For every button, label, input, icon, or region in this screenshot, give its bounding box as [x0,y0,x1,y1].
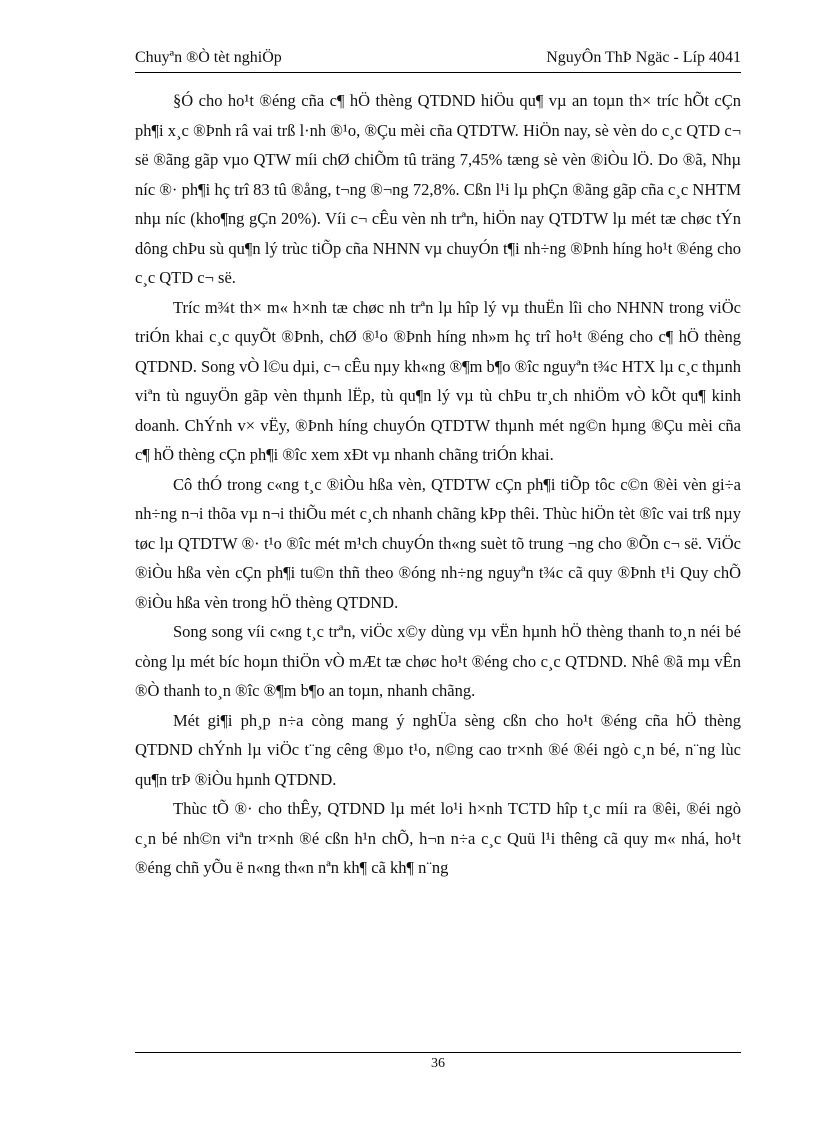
paragraph-6: Thùc tÕ ®· cho thÊy, QTDND lµ mét lo¹i h×nh TCTD hîp t¸c míi ra ®êi, ®éi ngò c¸n bé nh©n viªn tr×nh ®é cßn h¹n chÕ, h¬n n÷a c¸c Quü l¹i thêng cã quy m« nhá, ho¹t ®éng chñ yÕu ë n«ng th«n nªn kh¶ cã kh¶ n¨ng [135,799,741,877]
paragraph-1: §Ó cho ho¹t ®éng cña c¶ hÖ thèng QTDND hiÖu qu¶ vµ an toµn th× tríc hÕt cÇn ph¶i x¸c ®Þnh râ vai trß l·nh ®¹o, ®Çu mèi cña QTDTW. HiÖn nay, sè vèn do c¸c QTD c¬ së ®ãng gãp vµo QTW míi chØ chiÕm tû träng 7,45% tæng sè vèn ®iÒu lÖ. Do ®ã, Nhµ níc ®· ph¶i hç trî 83 tû ®ång, t¬ng ®¬ng 72,8%. Cßn l¹i lµ phÇn ®ãng gãp cña c¸c NHTM nhµ níc (kho¶ng gÇn 20%). Víi c¬ cÊu vèn nh trªn, hiÖn nay QTDTW lµ mét tæ chøc tÝn dông chÞu sù qu¶n lý trùc tiÕp cña NHNN vµ chuyÓn t¶i nh÷ng ®Þnh híng ho¹t ®éng cho c¸c QTD c¬ së. [135,91,741,287]
footer-divider [135,1052,741,1053]
paragraph-4: Song song víi c«ng t¸c trªn, viÖc x©y dùng vµ vËn hµnh hÖ thèng thanh to¸n néi bé còng lµ mét bíc hoµn thiÖn vÒ mÆt tæ chøc ho¹t ®éng cho c¸c QTDND. Nhê ®ã mµ vÊn ®Ò thanh to¸n ®îc ®¶m b¶o an toµn, nhanh chãng. [135,622,741,700]
paragraph-3: Cô thÓ trong c«ng t¸c ®iÒu hßa vèn, QTDTW cÇn ph¶i tiÕp tôc c©n ®èi vèn gi÷a nh÷ng n¬i thõa vµ n¬i thiÕu mét c¸ch nhanh chãng kÞp thêi. Thùc hiÖn tèt ®îc vai trß nµy tøc lµ QTDTW ®· t¹o ®îc mét m¹ch chuyÓn th«ng suèt tõ trung ¬ng cho ®Õn c¬ së. ViÖc ®iÒu hßa vèn cÇn ph¶i tu©n thñ theo ®óng nh÷ng nguyªn t¾c cã quy ®Þnh t¹i Quy chÕ ®iÒu hßa vèn trong hÖ thèng QTDND. [135,474,741,612]
header-author: NguyÔn ThÞ Ngäc - Líp 4041 [546,49,741,66]
page-number: 36 [431,1056,445,1071]
document-body [135,86,741,883]
header-thesis-title: Chuyªn ®Ò tèt nghiÖp [135,49,282,66]
paragraph-2: Tríc m¾t th× m« h×nh tæ chøc nh trªn lµ hîp lý vµ thuËn lîi cho NHNN trong viÖc triÓn khai c¸c quyÕt ®Þnh, chØ ®¹o ®Þnh híng nh»m hç trî ho¹t ®éng cho c¶ hÖ thèng QTDND. Song vÒ l©u dµi, c¬ cÊu nµy kh«ng ®¶m b¶o ®îc nguyªn t¾c HTX lµ c¸c thµnh viªn tù nguyÖn gãp vèn thµnh lËp, tù qu¶n lý vµ tù chÞu tr¸ch nhiÖm vÒ kÕt qu¶ kinh doanh. ChÝnh v× vËy, ®Þnh híng chuyÓn QTDTW thµnh mét ng©n hµng ®Çu mèi cña c¶ hÖ thèng cÇn ph¶i ®îc xem xÐt vµ nhanh chãng triÓn khai. [135,297,741,464]
page-header [135,46,741,73]
paragraph-5: Mét gi¶i ph¸p n÷a còng mang ý nghÜa sèng cßn cho ho¹t ®éng cña hÖ thèng QTDND chÝnh lµ viÖc t¨ng cêng ®µo t¹o, n©ng cao tr×nh ®é ®éi ngò c¸n bé, n¨ng lùc qu¶n trÞ ®iÒu hµnh QTDND. [135,710,741,789]
